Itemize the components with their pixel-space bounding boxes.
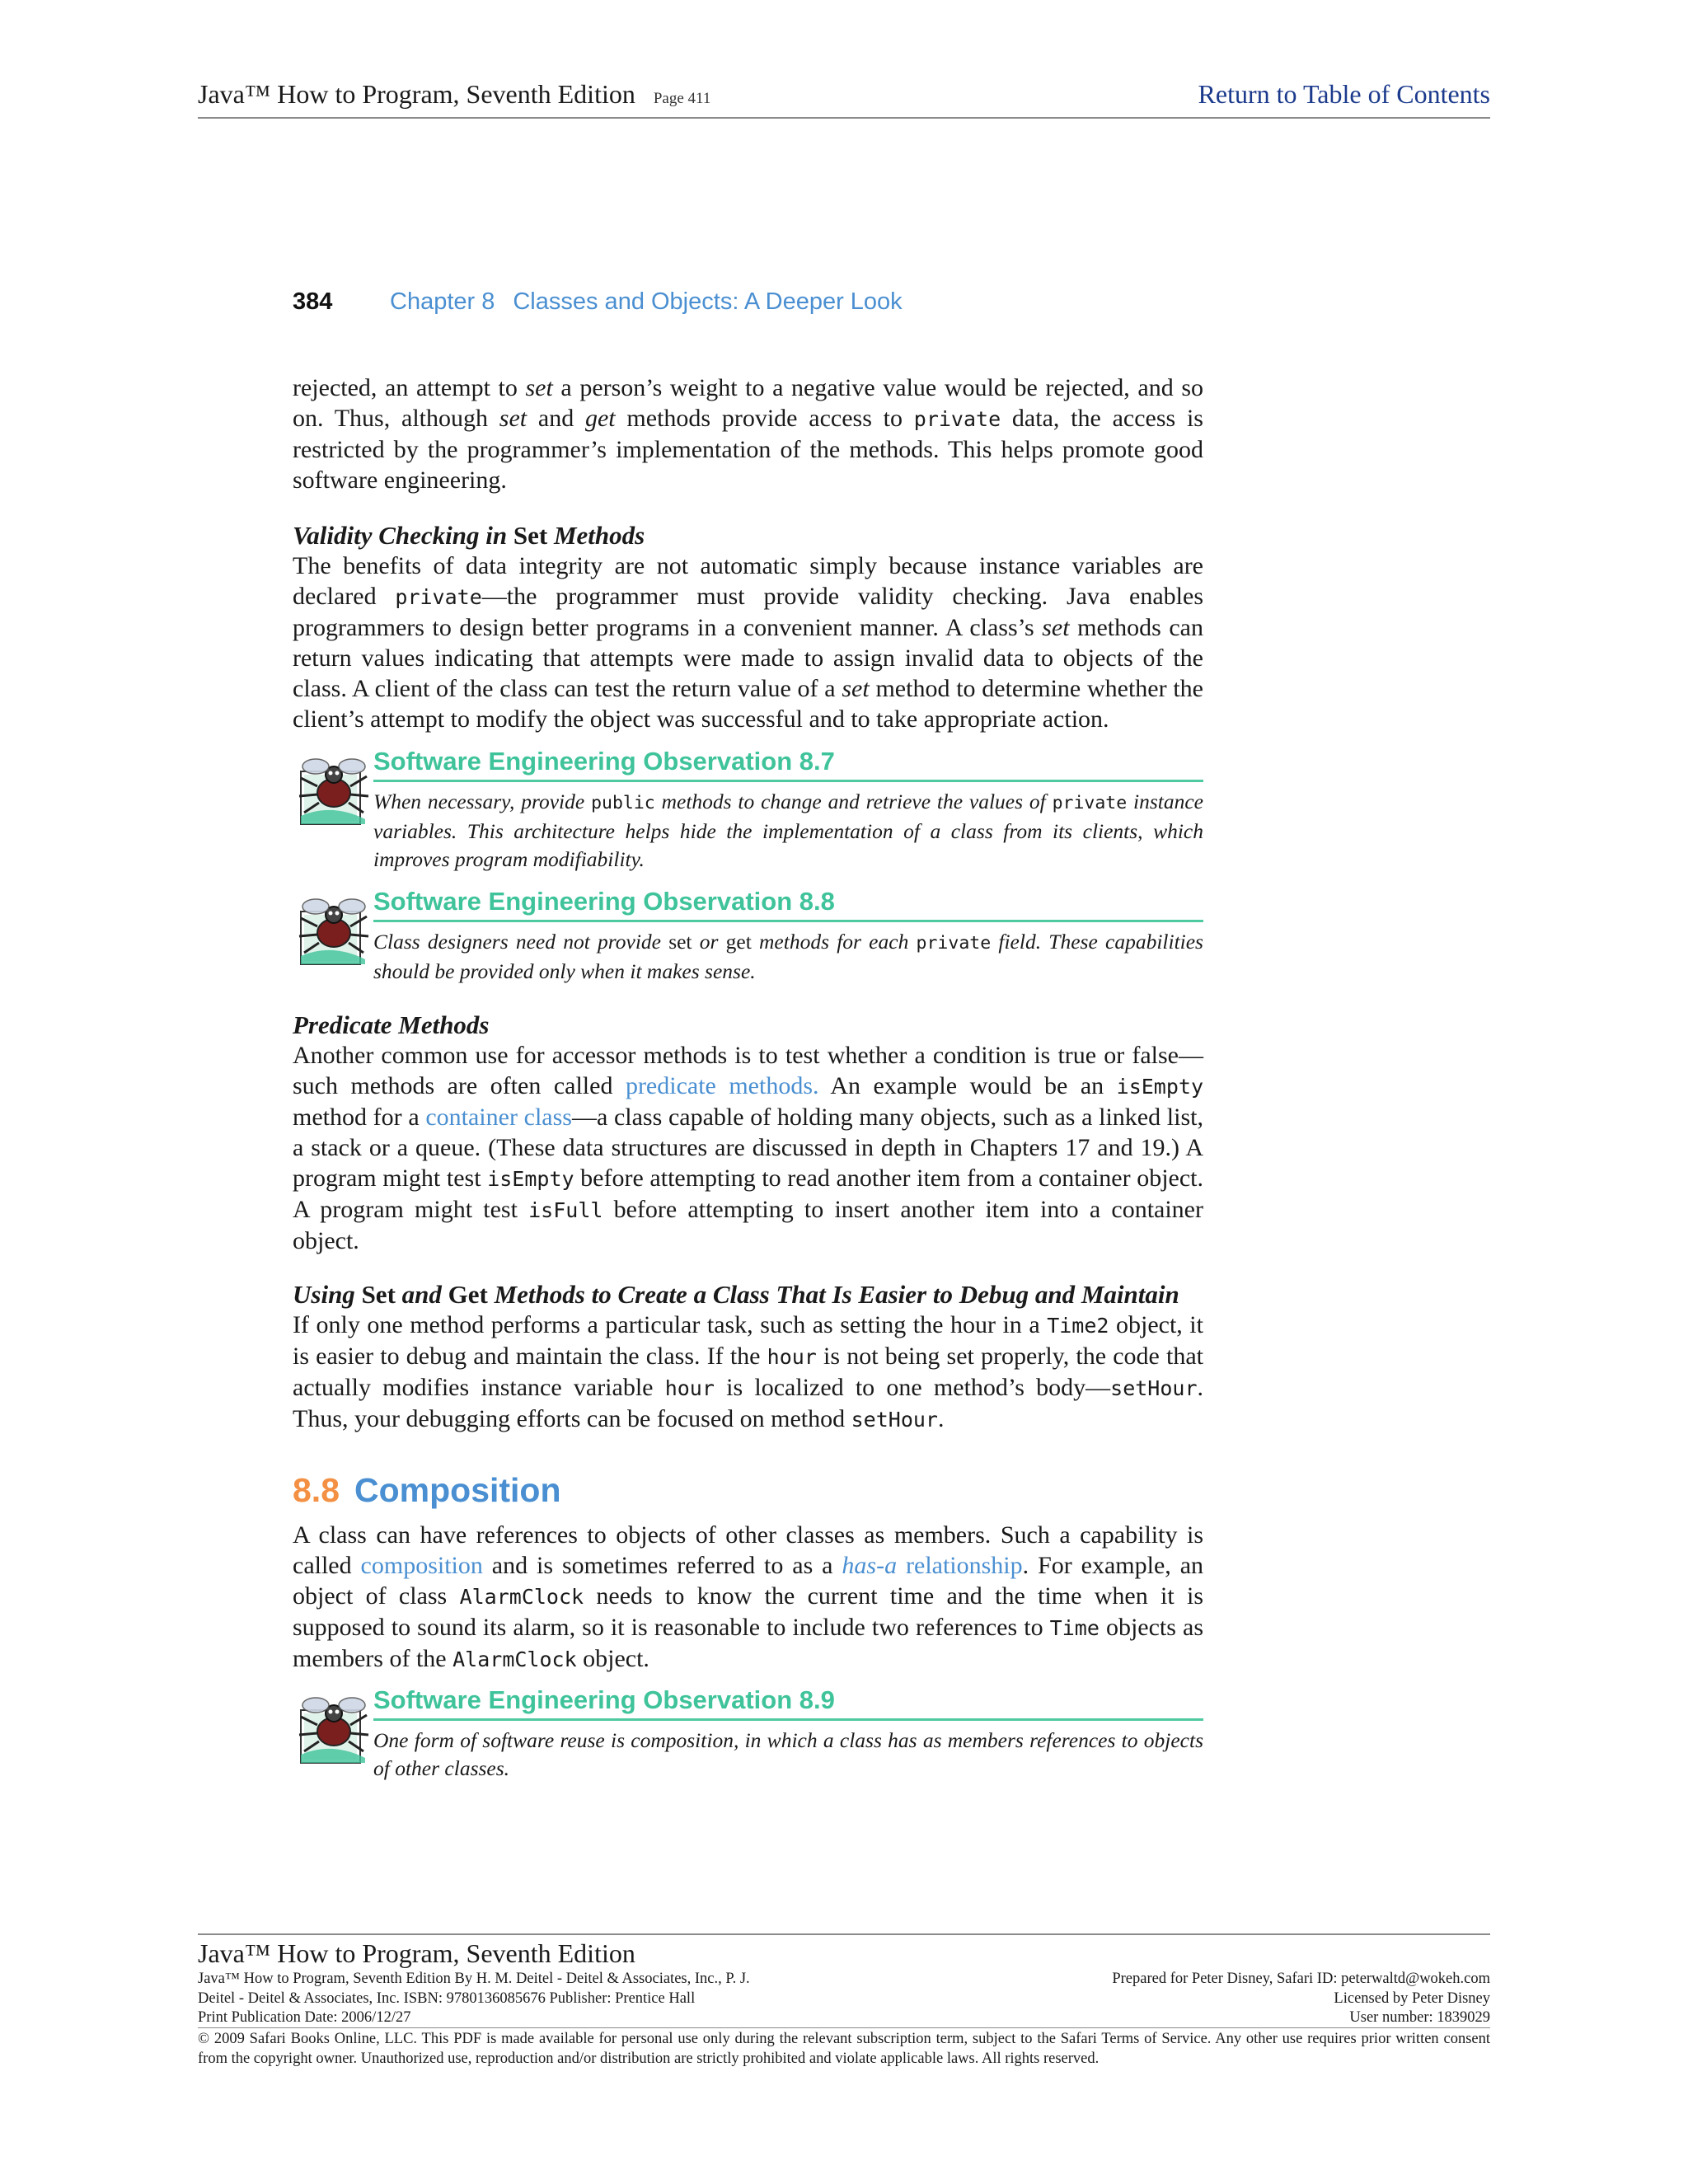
footer-line: Licensed by Peter Disney: [1334, 1990, 1490, 2007]
term-has-a: has-a: [842, 1552, 898, 1579]
footer-line: User number: 1839029: [1349, 2009, 1490, 2026]
footer-publication-info: [198, 1970, 750, 2028]
seo-title: Software Engineering Observation 8.8: [373, 885, 1203, 922]
seo-box-8-9: [293, 1684, 1203, 1791]
safari-book-title: [198, 79, 710, 110]
term-predicate-methods: predicate methods.: [625, 1072, 819, 1099]
safari-footer: [198, 1933, 1490, 2067]
section-heading-composition: [293, 1471, 561, 1510]
seo-title: Software Engineering Observation 8.7: [373, 745, 1203, 782]
term-relationship: relationship: [897, 1552, 1023, 1579]
section-validity-checking: [293, 520, 1203, 734]
term-container-class: container class: [425, 1104, 572, 1131]
footer-line: Prepared for Peter Disney, Safari ID: peterwaltd@wokeh.com: [1112, 1971, 1490, 1987]
paragraph-text: A class can have references to objects of other classes as members. Such a capability is called composition and is sometimes referred to as a has-a relationship. For example, an object of class AlarmClock needs to know the current time and the time when it is supposed to sound its alarm, so it is reasonable to include two references to Time objects as members of the AlarmClock object.: [293, 1521, 1204, 1672]
seo-title: Software Engineering Observation 8.9: [373, 1684, 1203, 1721]
paragraph-text: Another common use for accessor methods is to test whether a condition is true or false—such methods are often called predicate methods. An example would be an isEmpty method for a container class—a class capable of holding many objects, such as a linked list, a stack or a queue. (These data structures are discussed in depth in Chapters 17 and 19.) A program might test isEmpty before attempting to read another item from a container object. A program might test isFull before attempting to insert another item into a container object.: [293, 1042, 1204, 1254]
footer-line: Java™ How to Program, Seventh Edition By H. M. Deitel - Deitel & Associates, Inc., P. J.: [198, 1971, 750, 1987]
footer-license-info: [1112, 1970, 1490, 2028]
section-number: 8.8: [293, 1471, 340, 1509]
bug-icon: [293, 753, 372, 829]
subheading-validity: Validity Checking in Set Methods: [293, 521, 645, 550]
subheading-using-set-get: Using Set and Get Methods to Create a Class That Is Easier to Debug and Maintain: [293, 1280, 1179, 1309]
footer-book-title: Java™ How to Program, Seventh Edition: [198, 1938, 635, 1968]
chapter-number: Chapter 8: [390, 288, 495, 315]
paragraph-composition: [293, 1520, 1203, 1675]
safari-header: [198, 74, 1490, 119]
paragraph-text: rejected, an attempt to set a person’s weight to a negative value would be rejected, and so on. Thus, although set and get methods provide access to private data, the access is restricted by the programmer’s implementation of the methods. This helps promote good software engineering.: [293, 374, 1203, 494]
subheading-predicate: Predicate Methods: [293, 1010, 490, 1039]
section-using-set-get: [293, 1279, 1203, 1435]
bug-icon: [293, 1692, 372, 1768]
safari-page-label: Page 411: [653, 90, 711, 107]
paragraph-intro: [293, 373, 1203, 495]
term-composition: composition: [360, 1552, 483, 1579]
seo-box-8-7: [293, 745, 1203, 869]
chapter-title: Classes and Objects: A Deeper Look: [513, 288, 903, 315]
footer-line: Deitel - Deitel & Associates, Inc. ISBN: 9780136085676 Publisher: Prentice Hall: [198, 1990, 696, 2007]
section-title: Composition: [354, 1471, 561, 1509]
section-predicate-methods: [293, 1010, 1203, 1256]
footer-divider: [198, 2027, 1490, 2028]
toc-link[interactable]: Return to Table of Contents: [1198, 79, 1490, 109]
bug-icon: [293, 893, 372, 969]
footer-line: Print Publication Date: 2006/12/27: [198, 2009, 411, 2026]
seo-text: When necessary, provide public methods to change and retrieve the values of private instance variables. This architecture helps hide the implementation of a class from its clients, which improves program modifiability.: [373, 790, 1203, 871]
book-chapter-label: [390, 288, 903, 316]
footer-copyright: © 2009 Safari Books Online, LLC. This PDF is made available for personal use only during the relevant subscription term, subject to the Safari Terms of Service. Any other use requires prior written consent from the copyright owner. Unauthorized use, reproduction and/or distribution are strictly prohibited and violate applicable laws. All rights reserved.: [198, 2031, 1490, 2067]
book-page-number: 384: [293, 288, 333, 315]
seo-box-8-8: [293, 885, 1203, 992]
paragraph-text: The benefits of data integrity are not automatic simply because instance variables are declared private—the programmer must provide validity checking. Java enables programmers to design better programs in a convenient manner. A class’s set methods can return values indicating that attempts were made to assign invalid data to objects of the class. A client of the class can test the return value of a set method to determine whether the client’s attempt to modify the object was successful and to take appropriate action.: [293, 552, 1204, 733]
paragraph-text: If only one method performs a particular task, such as setting the hour in a Time2 object, it is easier to debug and maintain the class. If the hour is not being set properly, the code that actually modifies instance variable hour is localized to one method’s body—setHour. Thus, your debugging efforts can be focused on method setHour.: [293, 1311, 1203, 1432]
safari-book-title-text: Java™ How to Program, Seventh Edition: [198, 79, 635, 109]
seo-text: Class designers need not provide set or get methods for each private field. These capabilities should be provided only when it makes sense.: [373, 930, 1203, 983]
seo-text: One form of software reuse is composition, in which a class has as members references to objects of other classes.: [373, 1728, 1203, 1780]
